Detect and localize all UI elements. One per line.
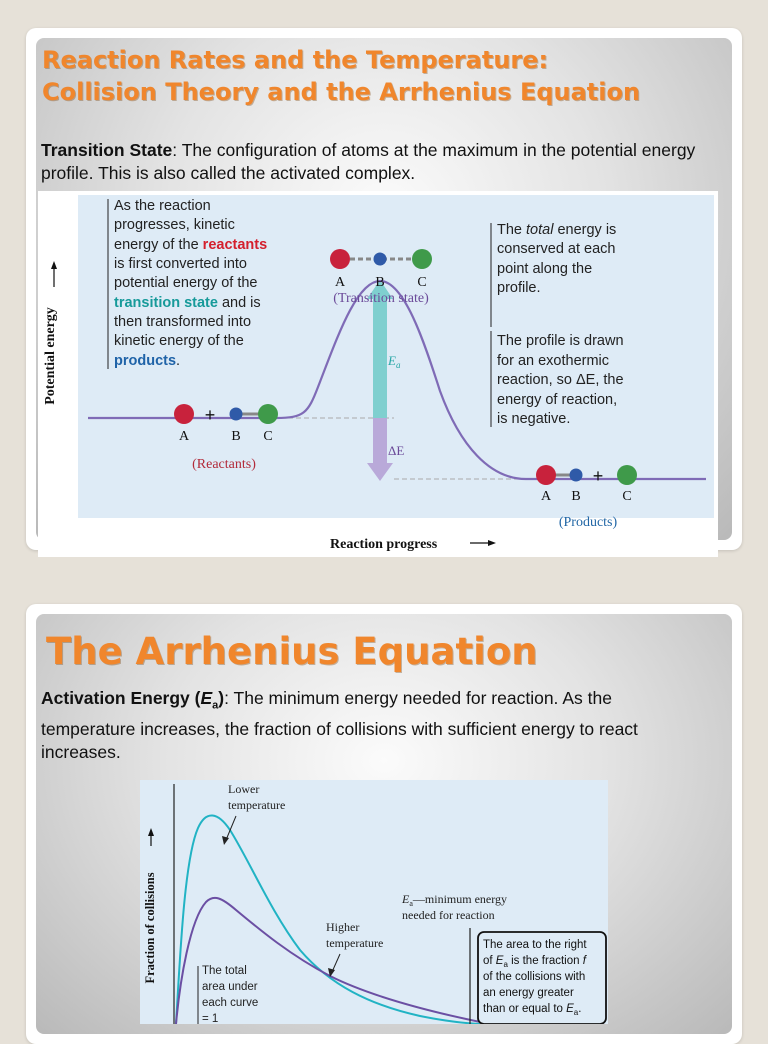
svg-text:= 1: = 1 (202, 1013, 219, 1024)
x-axis-arrowhead (488, 540, 496, 546)
y-axis-label-text: Potential energy (43, 307, 58, 405)
left-note-line4: is first converted into (114, 256, 247, 272)
lower-temp-label-2: temperature (228, 798, 286, 812)
slide-arrhenius-equation (26, 604, 742, 1044)
x-axis-label: Reaction progress (330, 537, 438, 552)
fraction-note (483, 939, 588, 1017)
collision-fraction-figure (140, 780, 608, 1024)
definition-paragraph (41, 139, 711, 185)
higher-temp-label-1: Higher (326, 920, 360, 934)
term-activation-energy: Activation Energy $(E_a)$ (41, 688, 225, 712)
atom-b-icon (230, 408, 243, 421)
y-axis-label (143, 872, 157, 983)
y-axis-arrowhead (51, 261, 57, 269)
svg-text:The total: The total (202, 965, 247, 977)
potential-energy-figure (38, 191, 718, 557)
right-note2-line5: is negative. (497, 411, 571, 427)
atom-c-icon (412, 249, 432, 269)
svg-text:area under: area under (202, 981, 258, 993)
svg-text:C: C (417, 275, 427, 290)
left-note-line1: As the reaction (114, 198, 211, 214)
right-note1-line1: The total energy is (497, 222, 617, 238)
y-axis-label (43, 307, 58, 405)
title-line-1: Reaction Rates and the Temperature: (42, 46, 549, 74)
atom-a-icon (330, 249, 350, 269)
reactants-label: (Reactants) (192, 457, 256, 472)
higher-temp-label-2: temperature (326, 936, 384, 950)
term-transition-state: Transition State (41, 140, 173, 160)
ea-label-2: needed for reaction (402, 908, 495, 922)
atom-c-icon (258, 404, 278, 424)
right-note1-line4: profile. (497, 280, 541, 296)
ea-label-1: $E_a—minimum$ energy (402, 892, 508, 908)
total-area-note (202, 965, 258, 1024)
svg-text:of the collisions with: of the collisions with (483, 971, 586, 983)
svg-text:A: A (334, 275, 346, 290)
definition-text: : The minimum energy needed for reaction. As the temperature increases, the fraction of collisions with sufficient energy to react increases. (41, 688, 638, 762)
svg-text:+: + (204, 405, 216, 425)
title-line-2: Collision Theory and the Arrhenius Equation (42, 78, 641, 106)
left-note-line3: energy of the reactants (114, 237, 268, 253)
svg-text:+: + (592, 466, 604, 486)
y-axis-label-text: Fraction of collisions (143, 872, 157, 984)
lower-temp-label-1: Lower (228, 782, 260, 796)
definition-text: : The configuration of atoms at the maximum in the potential energy profile. This is also called the activated complex. (41, 140, 696, 183)
slide-transition-state (26, 28, 742, 550)
atom-b-icon (570, 469, 583, 482)
svg-text:B: B (231, 429, 241, 444)
right-note2-line1: The profile is drawn (497, 333, 624, 349)
lower-temp-arrowhead (222, 836, 229, 845)
svg-text:of Ea is the fraction f: of $E_a$ is the fraction f (483, 955, 586, 969)
svg-text:than or equal to Ea.: than or equal to $E_a$. (483, 1003, 582, 1017)
svg-text:an energy greater: an energy greater (483, 987, 574, 999)
transition-state-label: (Transition state) (333, 291, 429, 306)
right-note1-line2: conserved at each (497, 241, 616, 257)
left-note-line6: transition state and is (114, 295, 261, 311)
svg-text:C: C (263, 429, 273, 444)
products-label: (Products) (558, 515, 618, 530)
delta-e-arrow (373, 418, 387, 466)
definition-paragraph (41, 687, 711, 764)
atom-b-icon (374, 253, 387, 266)
delta-e-label: ΔE (388, 443, 405, 458)
ea-arrow (373, 295, 387, 418)
left-note-line5: potential energy of the (114, 275, 258, 291)
right-note2-line3: reaction, so ΔE, the (497, 372, 624, 388)
atom-a-icon (536, 465, 556, 485)
right-note2-line2: for an exothermic (497, 353, 610, 369)
higher-temp-pointer (332, 954, 340, 972)
svg-text:C: C (622, 489, 632, 504)
svg-text:A: A (178, 429, 190, 444)
atom-a-icon (174, 404, 194, 424)
left-note-line8: kinetic energy of the (114, 333, 244, 349)
slide-title: The Arrhenius Equation (46, 630, 538, 673)
atom-c-icon (617, 465, 637, 485)
svg-text:each curve: each curve (202, 997, 259, 1009)
svg-text:The area to the right: The area to the right (483, 939, 587, 951)
left-note-line2: progresses, kinetic (114, 217, 235, 233)
left-note-line9: products. (114, 353, 181, 369)
svg-text:A: A (540, 489, 552, 504)
left-note-line7: then transformed into (114, 314, 252, 330)
svg-text:B: B (571, 489, 581, 504)
right-note1-line3: point along the (497, 261, 593, 277)
ea-label: $E_a$ (388, 353, 401, 370)
svg-text:B: B (375, 275, 385, 290)
slide-title (42, 44, 640, 108)
right-note2-line4: energy of reaction, (497, 392, 618, 408)
y-axis-arrowhead (148, 828, 154, 836)
